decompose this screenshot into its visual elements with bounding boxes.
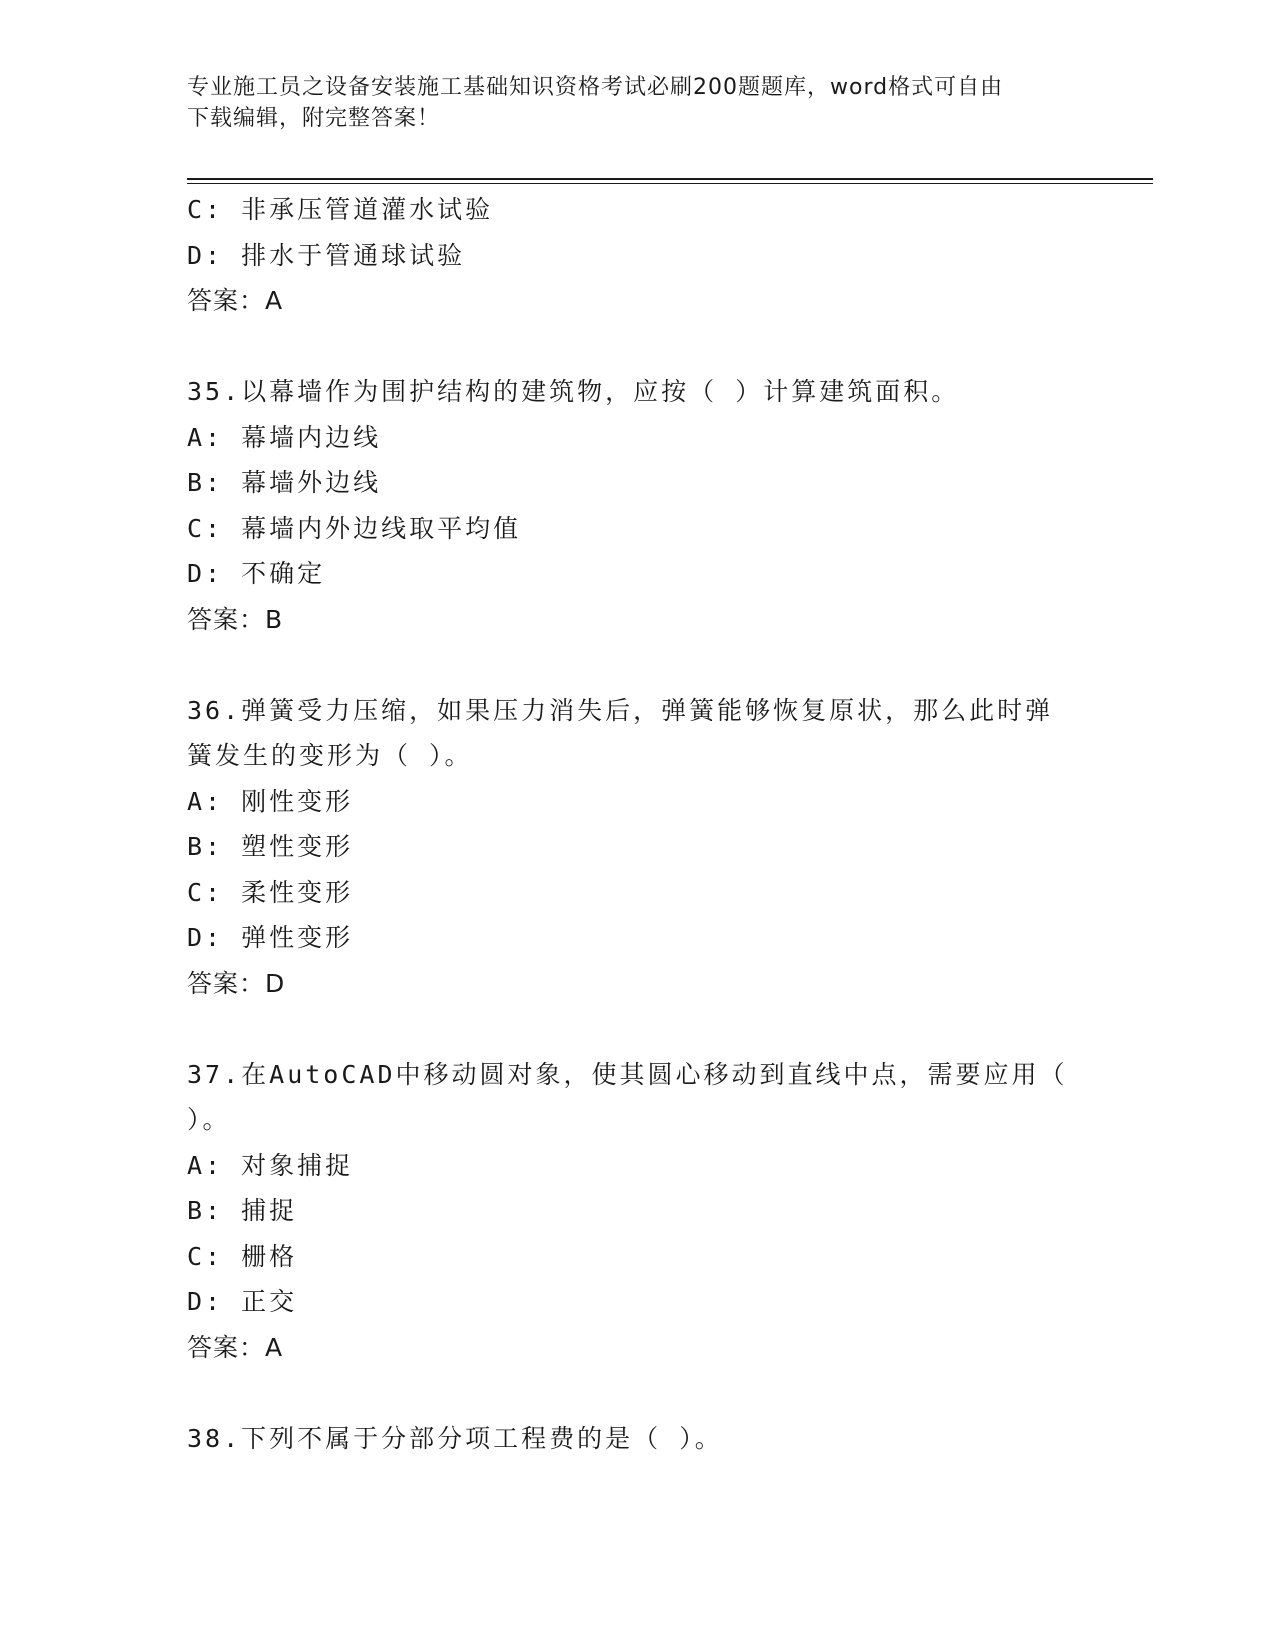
answer: 答案：B	[187, 604, 284, 634]
option-d: D: 排水于管通球试验	[187, 240, 466, 270]
question-text: 35.以幕墙作为围护结构的建筑物，应按（ ）计算建筑面积。	[187, 377, 960, 406]
question-text: 36.弹簧受力压缩，如果压力消失后，弹簧能够恢复原状，那么此时弹	[187, 695, 1054, 725]
option-c: C: 柔性变形	[187, 877, 354, 907]
option-a: A: 对象捕捉	[187, 1150, 354, 1180]
header-rule-thin	[187, 183, 1153, 184]
header-line-1: 专业施工员之设备安装施工基础知识资格考试必刷200题题库，word格式可自由	[187, 75, 1004, 100]
option-b: B: 幕墙外边线	[187, 468, 382, 497]
answer: 答案：A	[187, 1332, 284, 1362]
option-c: C: 栅格	[187, 1241, 298, 1271]
question-text-cont: 簧发生的变形为（ ）。	[187, 741, 473, 770]
spacer	[187, 324, 1087, 370]
question-35	[187, 369, 1087, 642]
spacer	[187, 1006, 1087, 1052]
header-line-2: 下载编辑，附完整答案！	[187, 106, 441, 131]
question-text: 38.下列不属于分部分项工程费的是（ ）。	[187, 1423, 723, 1453]
spacer	[187, 642, 1087, 688]
question-text-cont: ）。	[187, 1105, 231, 1134]
question-text: 37.在AutoCAD中移动圆对象，使其圆心移动到直线中点，需要应用（	[187, 1059, 1068, 1089]
question-38	[187, 1416, 1087, 1462]
spacer	[187, 1370, 1087, 1416]
question-36	[187, 688, 1087, 1007]
document-header	[187, 72, 1067, 134]
option-d: D: 弹性变形	[187, 923, 354, 952]
answer: 答案：D	[187, 968, 286, 998]
option-b: B: 捕捉	[187, 1196, 298, 1225]
answer: 答案：A	[187, 286, 284, 315]
option-c: C: 幕墙内外边线取平均值	[187, 513, 522, 543]
partial-question	[187, 187, 1087, 324]
option-a: A: 幕墙内边线	[187, 422, 382, 452]
option-a: A: 刚性变形	[187, 786, 354, 816]
option-d: D: 不确定	[187, 559, 326, 588]
header-rule-thick	[187, 178, 1153, 180]
question-37	[187, 1052, 1087, 1371]
option-b: B: 塑性变形	[187, 832, 354, 861]
option-d: D: 正交	[187, 1287, 298, 1316]
option-c: C: 非承压管道灌水试验	[187, 195, 494, 224]
question-list	[187, 187, 1087, 1461]
